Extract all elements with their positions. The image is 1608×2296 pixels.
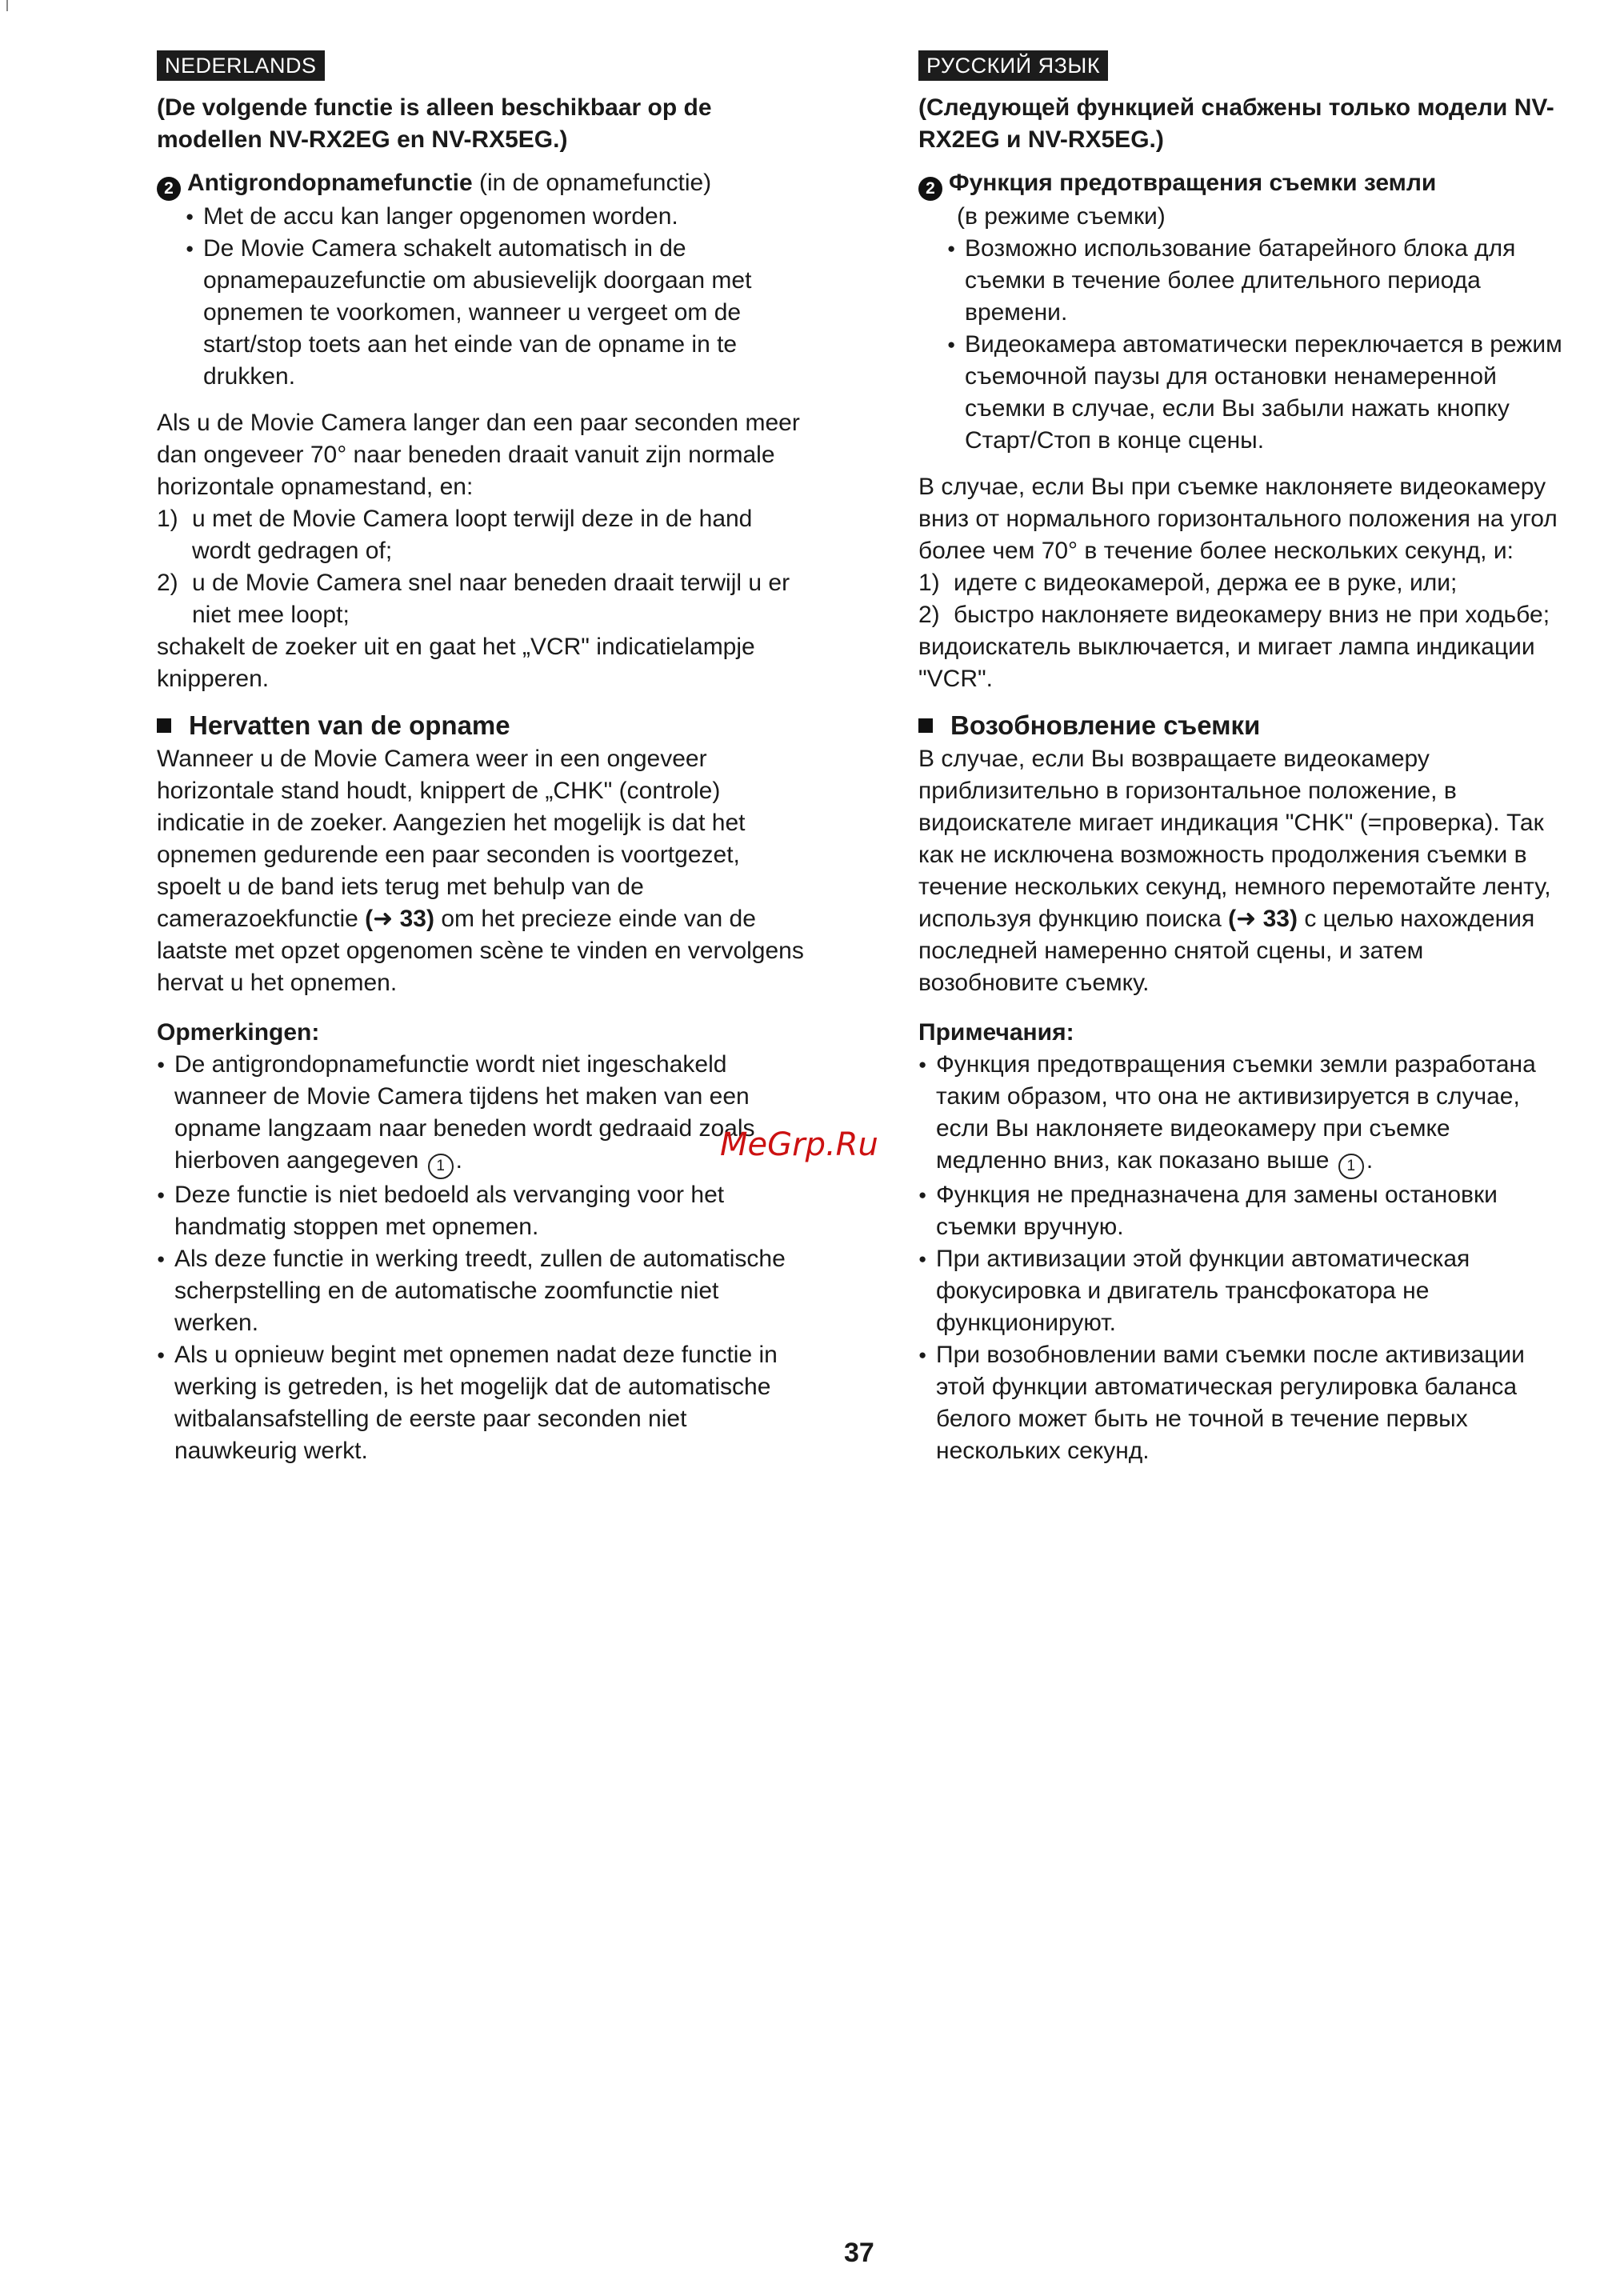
resume-text-part: om het precieze einde van de laatste met opzet opgenomen scène te vinden en vervolgens hervat u het opnemen. [157,906,804,996]
step-number: 2) [157,570,178,596]
step-number-icon: 2 [157,177,181,201]
list-item: ● При возобновлении вами съемки после активизации этой функции автоматическая регулировка баланса белого может быть не точной в течение первых нескольких секунд. [918,1339,1566,1467]
section-heading-resume-ru [918,708,1566,743]
step-text: идете с видеокамерой, держа ее в руке, или; [954,570,1458,596]
circled-one-icon: 1 [1338,1154,1364,1179]
function-title-ru [918,167,1566,201]
step-number: 1) [157,506,178,532]
list-item: ● Функция предотвращения съемки земли разработана таким образом, что она не активизируется в случае, если Вы наклоняете видеокамеру при съемке медленно вниз, как показано выше 1 . [918,1049,1566,1179]
list-item: ● Видеокамера автоматически переключается в режим съемочной паузы для остановки ненамеренной съемки в случае, если Вы забыли нажать кнопку Старт/Стоп в конце сцены. [947,329,1566,457]
list-item: ● Возможно использование батарейного блока для съемки в течение более длительного периода времени. [947,233,1566,329]
square-bullet-icon [918,718,933,733]
notes-heading-nl: Opmerkingen: [157,1019,320,1046]
list-item [157,503,805,567]
tilt-steps-nl [157,503,805,631]
step-number-icon: 2 [918,177,942,201]
step-number: 1) [918,570,940,596]
function-title-nl [157,167,805,201]
resume-text-ru [918,743,1566,999]
note-text: De antigrondopnamefunctie wordt niet ingeschakeld wanneer de Movie Camera tijdens het maken van een opname langzaam naar beneden wordt gedraaid zoals hierboven aangegeven [174,1051,755,1174]
notes-heading-ru: Примечания: [918,1019,1074,1046]
list-item: ● Als u opnieuw begint met opnemen nadat deze functie in werking is getreden, is het mogelijk dat de automatische witbalansafstelling de eerste paar seconden niet nauwkeurig werkt. [157,1339,805,1467]
page-number: 37 [844,2238,874,2268]
resume-text-nl [157,743,805,999]
list-item: ● Als deze functie in werking treedt, zullen de automatische scherpstelling en de automatische zoomfunctie niet werken. [157,1243,805,1339]
resume-text-part: В случае, если Вы возвращаете видеокамеру приблизительно в горизонтальное положение, в видоискателе мигает индикация "CHK" (=проверка). Так как не исключена возможность продолжения съемки в течение нескольких секунд, немного перемотайте ленту, используя функцию поиска [918,746,1551,932]
notes-list-ru [918,1049,1566,1467]
section-heading-resume-nl [157,708,805,743]
language-badge-nl: NEDERLANDS [157,50,325,81]
square-bullet-icon [157,718,171,733]
function-name-ru: Функция предотвращения съемки земли [949,170,1437,196]
step-text: u de Movie Camera snel naar beneden draait terwijl u er niet mee loopt; [192,570,790,628]
models-note-ru: (Следующей функцией снабжены только модели NV-RX2EG и NV-RX5EG.) [918,94,1554,153]
function-name-nl: Antigrondopnamefunctie [187,170,473,196]
list-item [918,599,1566,631]
list-item: ● De antigrondopnamefunctie wordt niet ingeschakeld wanneer de Movie Camera tijdens het maken van een opname langzaam naar beneden wordt gedraaid zoals hierboven aangegeven 1 . [157,1049,805,1179]
column-dutch [157,50,805,1467]
list-item [918,567,1566,599]
scan-edge-mark [6,0,8,11]
tilt-result-ru: видоискатель выключается, и мигает лампа индикации "VCR". [918,634,1535,692]
note-text: Функция предотвращения съемки земли разработана таким образом, что она не активизируется в случае, если Вы наклоняете видеокамеру при съемке медленно вниз, как показано выше [936,1051,1536,1174]
page-reference: (➜ 33) [1228,906,1298,932]
models-note-nl: (De volgende functie is alleen beschikbaar op de modellen NV-RX2EG en NV-RX5EG.) [157,94,712,153]
heading-text: Возобновление съемки [950,710,1261,740]
list-item: ● Met de accu kan langer opgenomen worden. [186,201,805,233]
watermark: MeGrp.Ru [720,1126,878,1163]
list-item [157,567,805,631]
list-item: ● Deze functie is niet bedoeld als vervanging voor het handmatig stoppen met opnemen. [157,1179,805,1243]
step-text: быстро наклоняете видеокамеру вниз не при ходьбе; [954,602,1550,628]
tilt-result-nl: schakelt de zoeker uit en gaat het „VCR" indicatielampje knipperen. [157,634,755,692]
heading-text: Hervatten van de opname [189,710,510,740]
function-bullets-nl [186,201,805,393]
column-russian [918,50,1566,1467]
list-item: ● Функция не предназначена для замены остановки съемки вручную. [918,1179,1566,1243]
page-reference: (➜ 33) [365,906,434,932]
tilt-intro-nl: Als u de Movie Camera langer dan een paar seconden meer dan ongeveer 70° naar beneden draait vanuit zijn normale horizontale opnamestand, en: [157,410,800,500]
step-text: u met de Movie Camera loopt terwijl deze in de hand wordt gedragen of; [192,506,753,564]
tilt-steps-ru [918,567,1566,631]
list-item: ● При активизации этой функции автоматическая фокусировка и двигатель трансфокатора не функционируют. [918,1243,1566,1339]
step-number: 2) [918,602,940,628]
resume-text-part: с целью нахождения последней намеренно снятой сцены, и затем возобновите съемку. [918,906,1535,996]
circled-one-icon: 1 [428,1154,454,1179]
function-mode-nl: (in de opnamefunctie) [479,170,712,196]
resume-text-part: Wanneer u de Movie Camera weer in een ongeveer horizontale stand houdt, knippert de „CHK" (controle) indicatie in de zoeker. Aangezien het mogelijk is dat het opnemen gedurende een paar seconden is voortgezet, spoelt u de band iets terug met behulp van de camerazoekfunctie [157,746,746,932]
language-badge-ru: РУССКИЙ ЯЗЫК [918,50,1108,81]
list-item: ● De Movie Camera schakelt automatisch in de opnamepauzefunctie om abusievelijk doorgaan met opnemen te voorkomen, wanneer u vergeet om de start/stop toets aan het einde van de opname in te drukken. [186,233,805,393]
notes-list-nl [157,1049,805,1467]
function-mode-ru: (в режиме съемки) [957,203,1166,230]
function-bullets-ru [947,233,1566,457]
tilt-intro-ru: В случае, если Вы при съемке наклоняете видеокамеру вниз от нормального горизонтального положения на угол более чем 70° в течение более нескольких секунд, и: [918,474,1558,564]
